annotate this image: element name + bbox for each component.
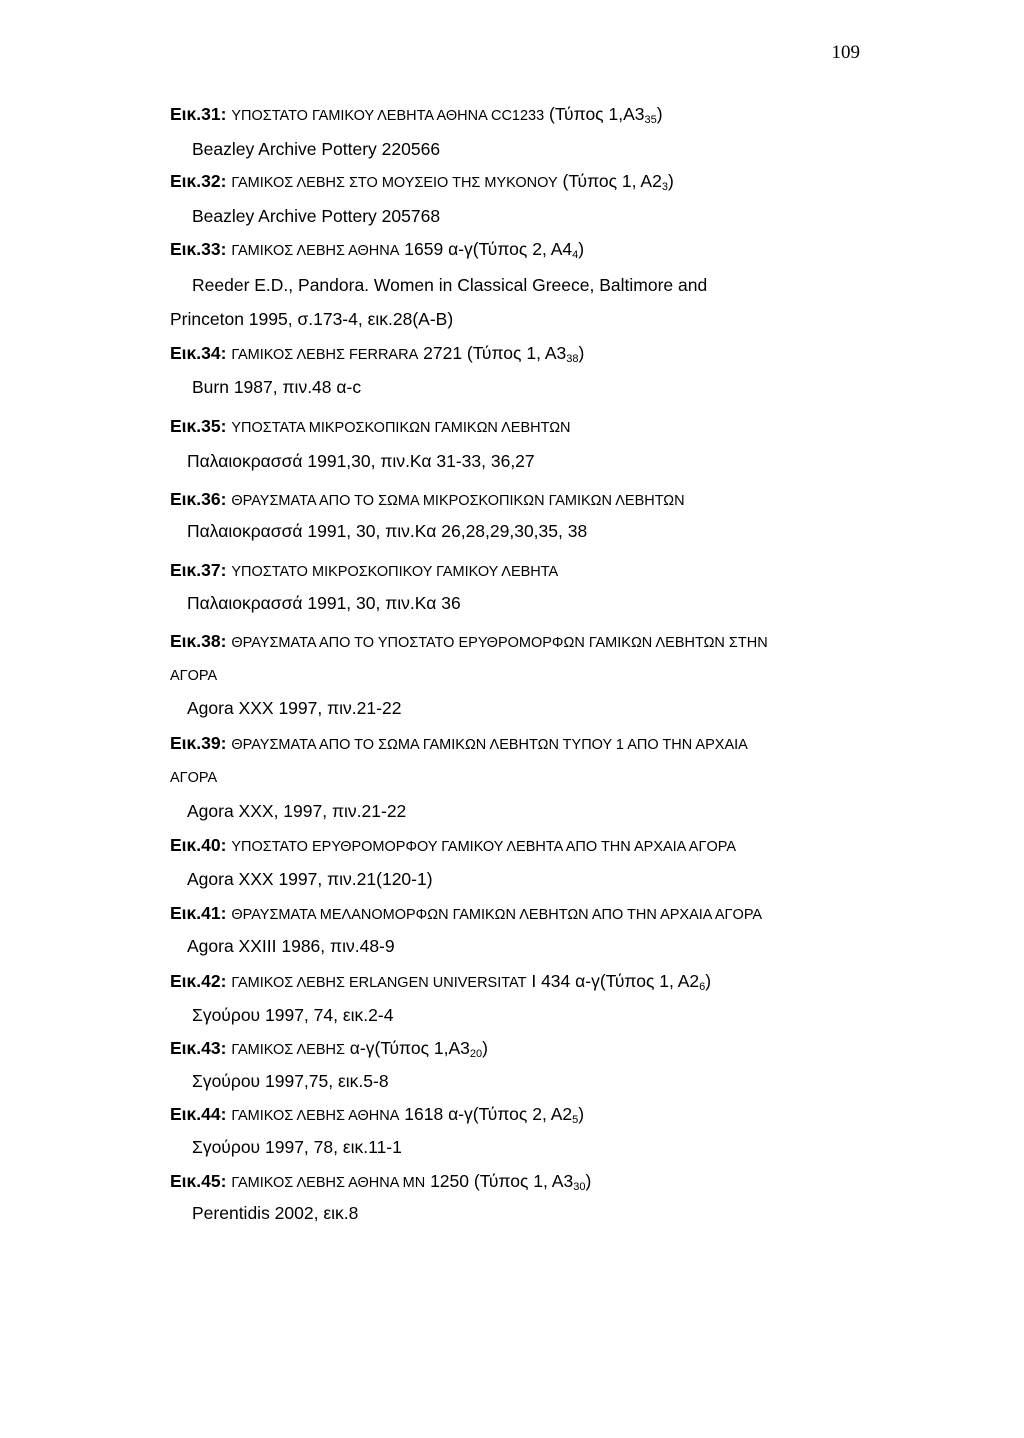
figure-type-close: ) (578, 343, 585, 363)
figure-title: ΓΑΜΙΚΟΣ ΛΕΒΗΣ ΑΘΗΝΑ (231, 243, 400, 259)
type-subscript: 38 (566, 353, 579, 365)
figure-caption (170, 559, 558, 583)
figure-reference (192, 1136, 402, 1158)
figure-number: Εικ.31: (170, 104, 227, 124)
figure-caption (170, 488, 685, 512)
figure-title: ΓΑΜΙΚΟΣ ΛΕΒΗΣ FERRARA (231, 347, 419, 363)
figure-caption (170, 1103, 584, 1127)
reference-text: Σγούρου 1997,75, εικ.5-8 (192, 1071, 389, 1091)
figure-reference (187, 520, 587, 542)
reference-text: Perentidis 2002, εικ.8 (192, 1203, 359, 1223)
figure-reference (192, 138, 440, 160)
figure-title: ΓΑΜΙΚΟΣ ΛΕΒΗΣ ΑΘΗΝΑ (231, 1108, 400, 1124)
figure-type-close: ) (578, 239, 585, 259)
figure-reference (170, 308, 453, 330)
figure-title: ΘΡΑΥΣΜΑΤΑ ΑΠΟ ΤΟ ΣΩΜΑ ΓΑΜΙΚΩΝ ΛΕΒΗΤΩΝ ΤΥΠΟΥ 1 ΑΠΟ ΤΗΝ ΑΡΧΑΙΑ (231, 737, 748, 753)
figure-type: α-γ(Τύπος 1,Α3 (349, 1038, 470, 1058)
figure-reference (187, 450, 535, 472)
figure-reference (192, 1202, 358, 1224)
reference-text: Agora XXX, 1997, πιν.21-22 (187, 801, 407, 821)
type-subscript: 3 (661, 181, 668, 193)
figure-type-close: ) (667, 171, 674, 191)
figure-type: 2721 (Τύπος 1, Α3 (423, 343, 567, 363)
figure-number: Εικ.41: (170, 903, 227, 923)
figure-number: Εικ.36: (170, 489, 227, 509)
reference-text: Burn 1987, πιν.48 α-c (192, 377, 362, 397)
type-subscript: 6 (699, 981, 706, 993)
figure-number: Εικ.37: (170, 560, 227, 580)
type-subscript: 35 (644, 114, 657, 126)
figure-number: Εικ.43: (170, 1038, 227, 1058)
figure-caption (170, 415, 571, 439)
figure-title: ΘΡΑΥΣΜΑΤΑ ΜΕΛΑΝΟΜΟΡΦΩΝ ΓΑΜΙΚΩΝ ΛΕΒΗΤΩΝ ΑΠΟ ΤΗΝ ΑΡΧΑΙΑ ΑΓΟΡΑ (231, 907, 763, 923)
figure-reference (192, 1004, 393, 1026)
reference-text: Παλαιοκρασσά 1991, 30, πιν.Κα 26,28,29,30,35, 38 (187, 521, 588, 541)
reference-text: Agora XXX 1997, πιν.21(120-1) (187, 869, 433, 889)
figure-number: Εικ.44: (170, 1104, 227, 1124)
reference-text: Agora XXX 1997, πιν.21-22 (187, 698, 402, 718)
reference-text: Παλαιοκρασσά 1991,30, πιν.Κα 31-33, 36,27 (187, 451, 535, 471)
figure-reference (192, 1070, 389, 1092)
figure-caption (170, 1037, 488, 1061)
figure-caption-continuation (170, 765, 217, 789)
figure-title: ΓΑΜΙΚΟΣ ΛΕΒΗΣ ΣΤΟ ΜΟΥΣΕΙΟ ΤΗΣ ΜΥΚΟΝΟΥ (231, 175, 558, 191)
figure-title: ΥΠΟΣΤΑΤΟ ΜΙΚΡΟΣΚΟΠΙΚΟΥ ΓΑΜΙΚΟΥ ΛΕΒΗΤΑ (231, 564, 559, 580)
figure-number: Εικ.40: (170, 835, 227, 855)
figure-type-close: ) (482, 1038, 488, 1058)
type-subscript: 20 (469, 1048, 483, 1060)
figure-reference (192, 205, 440, 227)
figure-title-continuation: ΑΓΟΡΑ (170, 668, 218, 684)
figure-reference (187, 592, 461, 614)
figure-number: Εικ.38: (170, 631, 227, 651)
figure-reference (187, 697, 401, 719)
figure-reference (187, 868, 433, 890)
figure-title: ΥΠΟΣΤΑΤΟ ΕΡΥΘΡΟΜΟΡΦΟΥ ΓΑΜΙΚΟΥ ΛΕΒΗΤΑ ΑΠΟ ΤΗΝ ΑΡΧΑΙΑ ΑΓΟΡΑ (231, 839, 736, 855)
figure-number: Εικ.35: (170, 416, 227, 436)
figure-type: 1659 α-γ(Τύπος 2, Α4 (404, 239, 573, 259)
page-number: 109 (831, 42, 860, 63)
figure-caption (170, 834, 736, 858)
figure-title: ΓΑΜΙΚΟΣ ΛΕΒΗΣ ERLANGEN UNIVERSITAT (231, 975, 527, 991)
figure-reference (192, 274, 707, 296)
type-subscript: 30 (573, 1181, 586, 1193)
figure-type-close: ) (585, 1171, 592, 1191)
figure-number: Εικ.42: (170, 971, 227, 991)
figure-type: (Τύπος 1,Α3 (549, 104, 645, 124)
reference-text: Παλαιοκρασσά 1991, 30, πιν.Κα 36 (187, 593, 461, 613)
figure-type: 1250 (Τύπος 1, Α3 (430, 1171, 574, 1191)
figure-number: Εικ.32: (170, 171, 227, 191)
figure-caption (170, 630, 768, 654)
type-subscript: 5 (572, 1114, 579, 1126)
figure-caption (170, 970, 711, 994)
figure-type: 1618 α-γ(Τύπος 2, Α2 (404, 1104, 573, 1124)
reference-text: Agora XXIII 1986, πιν.48-9 (187, 936, 395, 956)
figure-number: Εικ.39: (170, 733, 227, 753)
type-subscript: 4 (572, 249, 579, 261)
reference-text: Princeton 1995, σ.173-4, εικ.28(Α-Β) (170, 309, 454, 329)
figure-number: Εικ.34: (170, 343, 227, 363)
figure-number: Εικ.33: (170, 239, 227, 259)
figure-caption (170, 902, 762, 926)
figure-type-close: ) (656, 104, 663, 124)
figure-type: I 434 α-γ(Τύπος 1, Α2 (531, 971, 700, 991)
figure-caption (170, 342, 584, 366)
reference-text: Beazley Archive Pottery 205768 (192, 206, 441, 226)
figure-type-close: ) (705, 971, 712, 991)
figure-title-continuation: ΑΓΟΡΑ (170, 770, 218, 786)
figure-reference (187, 935, 395, 957)
figure-type-close: ) (578, 1104, 585, 1124)
reference-text: Beazley Archive Pottery 220566 (192, 139, 441, 159)
figure-caption (170, 103, 663, 127)
figure-caption (170, 1170, 591, 1194)
figure-title: ΓΑΜΙΚΟΣ ΛΕΒΗΣ (231, 1042, 345, 1058)
figure-caption (170, 732, 748, 756)
figure-title: ΘΡΑΥΣΜΑΤΑ ΑΠΟ ΤΟ ΥΠΟΣΤΑΤΟ ΕΡΥΘΡΟΜΟΡΦΩΝ ΓΑΜΙΚΩΝ ΛΕΒΗΤΩΝ ΣΤΗΝ (231, 635, 768, 651)
figure-caption (170, 238, 584, 262)
figure-title: ΥΠΟΣΤΑΤΑ ΜΙΚΡΟΣΚΟΠΙΚΩΝ ΓΑΜΙΚΩΝ ΛΕΒΗΤΩΝ (231, 420, 571, 436)
figure-reference (192, 376, 361, 398)
figure-caption-continuation (170, 663, 217, 687)
reference-text: Reeder E.D., Pandora. Women in Classical Greece, Baltimore and (192, 275, 708, 295)
figure-title: ΓΑΜΙΚΟΣ ΛΕΒΗΣ ΑΘΗΝΑ ΜΝ (231, 1175, 426, 1191)
figure-title: ΘΡΑΥΣΜΑΤΑ ΑΠΟ ΤΟ ΣΩΜΑ ΜΙΚΡΟΣΚΟΠΙΚΩΝ ΓΑΜΙΚΩΝ ΛΕΒΗΤΩΝ (231, 493, 685, 509)
figure-type: (Τύπος 1, Α2 (562, 171, 662, 191)
reference-text: Σγούρου 1997, 74, εικ.2-4 (192, 1005, 394, 1025)
figure-number: Εικ.45: (170, 1171, 227, 1191)
figure-reference (187, 800, 406, 822)
figure-caption (170, 170, 674, 194)
figure-title: ΥΠΟΣΤΑΤΟ ΓΑΜΙΚΟΥ ΛΕΒΗΤΑ ΑΘΗΝΑ CC1233 (231, 108, 545, 124)
reference-text: Σγούρου 1997, 78, εικ.11-1 (192, 1137, 402, 1157)
